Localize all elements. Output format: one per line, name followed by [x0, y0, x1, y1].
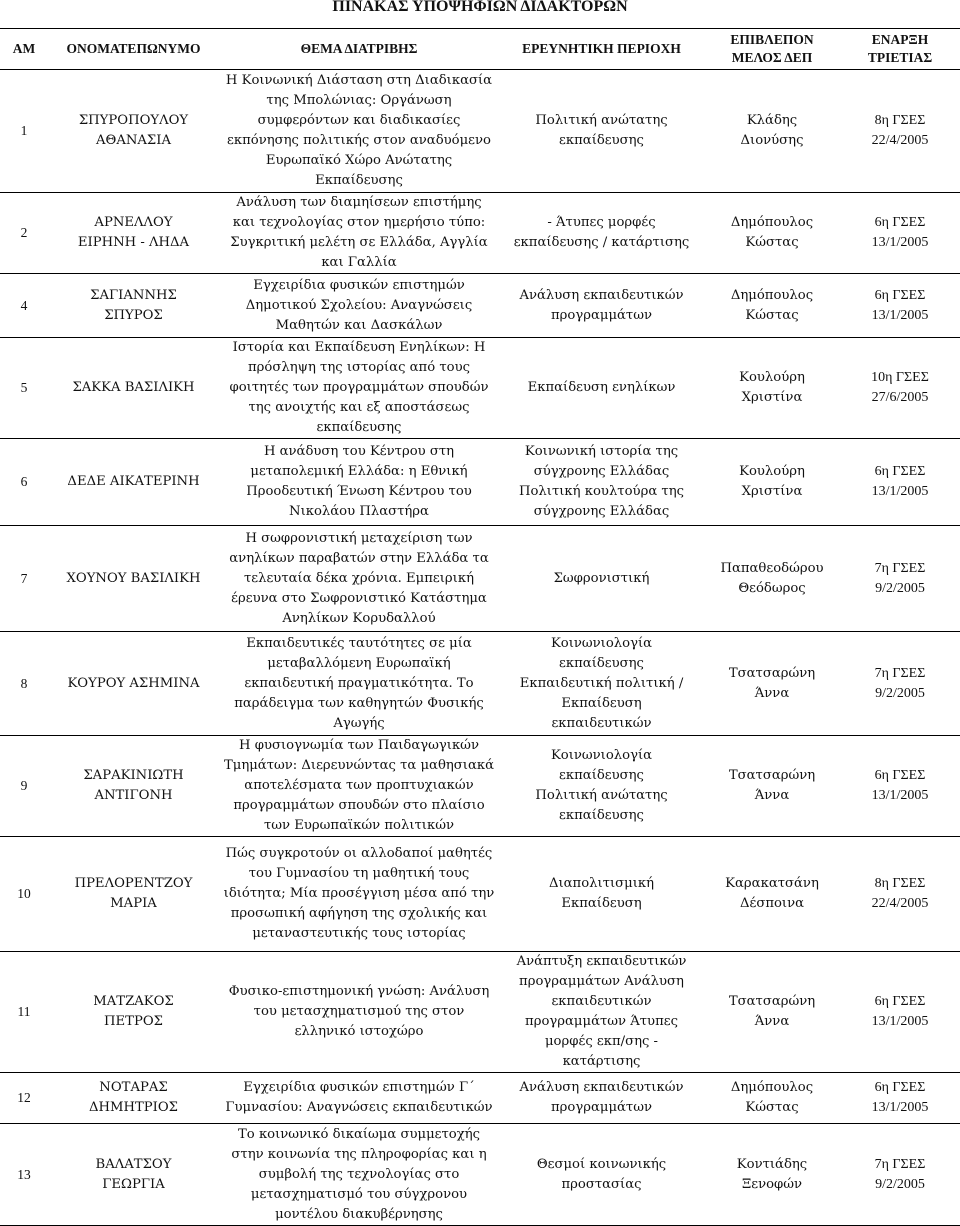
cell-topic-line: φοιτητές των προγραμμάτων σπουδών [229, 380, 489, 395]
cell-am: 6 [0, 439, 48, 526]
cell-topic-line: Η φυσιογνωμία των Παιδαγωγικών [239, 738, 479, 753]
cell-start-line: 6η ΓΣΕΣ [874, 768, 926, 783]
cell-start [840, 338, 960, 439]
cell-start [840, 632, 960, 736]
cell-topic-line: Η Κοινωνική Διάσταση στη Διαδικασία [225, 73, 493, 88]
cell-supervisor-line: Κουλούρη [739, 464, 805, 479]
cell-supervisor-line: Δέσποινα [739, 896, 805, 911]
cell-supervisor-line: Χριστίνα [741, 484, 803, 499]
cell-topic-line: παράδειγμα των καθηγητών Φυσικής [234, 695, 484, 711]
cell-name-line: ΔΕΔΕ ΑΙΚΑΤΕΡΙΝΗ [67, 474, 200, 489]
cell-topic-line: εκπαιδευτική πραγματικότητα. Το [244, 675, 474, 691]
cell-supervisor [704, 736, 840, 837]
header-start-line: ΤΡΙΕΤΙΑΣ [867, 50, 933, 65]
cell-area-line: εκπαιδευτικών [551, 715, 652, 731]
header-supervisor-line: ΕΠΙΒΛΕΠΟΝ [730, 32, 814, 47]
cell-topic-line: Η ανάδυση του Κέντρου στη [263, 444, 455, 459]
cell-topic-line: των Ευρωπαϊκών πολιτικών [264, 818, 454, 833]
cell-supervisor [704, 274, 840, 338]
cell-supervisor-line: Άννα [754, 1014, 790, 1029]
cell-topic-line: προγραμμάτων σπουδών στο πλαίσιο [233, 798, 485, 813]
cell-start-line: 6η ΓΣΕΣ [874, 994, 926, 1009]
cell-name-line: ΓΕΩΡΓΙΑ [102, 1176, 165, 1192]
cell-supervisor-line: Κουλούρη [739, 370, 805, 385]
candidates-table [0, 28, 960, 1226]
cell-topic-line: Νικολάου Πλαστήρα [289, 504, 429, 519]
cell-area-line: Ανάλυση εκπαιδευτικών [519, 1080, 684, 1095]
cell-topic-line: Εκπαιδευτικές ταυτότητες σε μία [246, 635, 472, 651]
cell-area [499, 70, 704, 193]
cell-topic-line: μοντέλου διακυβέρνησης [275, 1206, 443, 1222]
cell-name-line: ΒΑΛΑΤΣΟΥ [95, 1156, 172, 1172]
cell-topic-line: Προοδευτική Ένωση Κέντρου του [246, 484, 472, 499]
cell-topic-line: αποτελέσματα των προπτυχιακών [244, 778, 474, 793]
table-row [0, 439, 960, 526]
cell-topic-line: Εγχειρίδια φυσικών επιστημών [253, 277, 465, 293]
cell-start [840, 837, 960, 952]
cell-topic-line: Μαθητών και Δασκάλων [275, 317, 443, 333]
cell-area [499, 193, 704, 274]
cell-supervisor-line: Θεόδωρος [738, 580, 806, 596]
cell-area-line: μορφές εκπ/σης - [544, 1034, 659, 1049]
cell-topic [219, 952, 499, 1073]
cell-area-line: Εκπαίδευση ενηλίκων [527, 380, 676, 395]
cell-area [499, 952, 704, 1073]
table-row [0, 274, 960, 338]
cell-topic [219, 736, 499, 837]
cell-am: 1 [0, 70, 48, 193]
table-row [0, 837, 960, 952]
cell-name-line: ΑΘΑΝΑΣΙΑ [96, 133, 171, 148]
cell-supervisor [704, 526, 840, 632]
cell-name-line: ΔΗΜΗΤΡΙΟΣ [88, 1100, 179, 1115]
cell-am: 2 [0, 193, 48, 274]
cell-name-line: ΣΑΚΚΑ ΒΑΣΙΛΙΚΗ [72, 380, 195, 395]
cell-topic-line: ανηλίκων παραβατών στην Ελλάδα τα [229, 550, 489, 566]
cell-start-line: 6η ΓΣΕΣ [874, 1080, 926, 1095]
cell-area-line: - Άτυπες μορφές [547, 215, 656, 230]
cell-topic-line: Ανάλυση των διαμηίσεων επιστήμης [236, 195, 482, 210]
cell-supervisor-line: Δημόπουλος [730, 1080, 814, 1095]
cell-supervisor [704, 439, 840, 526]
cell-area-line: προγραμμάτων Ανάλυση [519, 974, 684, 989]
cell-topic-line: τελευταία δέκα χρόνια. Εμπειρική [243, 570, 474, 586]
cell-supervisor-line: Παπαθεοδώρου [720, 560, 824, 576]
cell-supervisor-line: Κώστας [745, 307, 799, 323]
cell-supervisor [704, 1073, 840, 1124]
cell-name-line: ΚΟΥΡΟΥ ΑΣΗΜΙΝΑ [67, 675, 200, 691]
cell-start [840, 274, 960, 338]
cell-area-line: Διαπολιτισμική [548, 876, 655, 891]
cell-supervisor-line: Τσατσαρώνη [728, 768, 816, 783]
cell-start-line: 13/1/2005 [871, 1100, 929, 1115]
cell-name-line: ΜΑΤΖΑΚΟΣ [93, 994, 174, 1009]
cell-area-line: Εκπαίδευση [561, 695, 642, 711]
cell-supervisor [704, 837, 840, 952]
cell-start-line: 13/1/2005 [871, 1014, 929, 1029]
cell-area [499, 526, 704, 632]
cell-topic-line: Τμημάτων: Διερευνώντας τα μαθησιακά [223, 758, 495, 773]
cell-topic-line: της Μπολώνιας: Οργάνωση [266, 93, 452, 108]
cell-area-line: προγραμμάτων [550, 307, 652, 323]
cell-area-line: σύγχρονης Ελλάδας [533, 464, 670, 479]
header-start [840, 29, 960, 70]
cell-am: 5 [0, 338, 48, 439]
cell-start-line: 7η ΓΣΕΣ [874, 1156, 926, 1172]
cell-topic [219, 1073, 499, 1124]
cell-am: 10 [0, 837, 48, 952]
cell-area-line: σύγχρονης Ελλάδας [533, 504, 670, 519]
cell-area [499, 1124, 704, 1226]
cell-area [499, 1073, 704, 1124]
cell-name [48, 338, 219, 439]
cell-topic-line: ιδιότητα; Μία προσέγγιση μέσα από την [223, 886, 495, 901]
cell-start-line: 22/4/2005 [871, 133, 929, 148]
cell-supervisor-line: Χριστίνα [741, 390, 803, 405]
cell-supervisor-line: Κώστας [745, 235, 799, 250]
cell-topic [219, 70, 499, 193]
header-name: ΟΝΟΜΑΤΕΠΩΝΥΜΟ [48, 29, 219, 70]
cell-start-line: 13/1/2005 [871, 788, 929, 803]
header-supervisor [704, 29, 840, 70]
cell-topic-line: του μετασχηματισμού της στον [253, 1004, 465, 1019]
cell-area-line: Ανάπτυξη εκπαιδευτικών [516, 954, 687, 969]
cell-area-line: Εκπαίδευση [561, 896, 642, 911]
cell-start [840, 1124, 960, 1226]
cell-area [499, 439, 704, 526]
table-row [0, 632, 960, 736]
cell-start [840, 952, 960, 1073]
cell-area-line: εκπαίδευσης [559, 768, 644, 783]
cell-supervisor-line: Διονύσης [740, 133, 804, 148]
cell-area [499, 274, 704, 338]
cell-name [48, 952, 219, 1073]
cell-start-line: 7η ΓΣΕΣ [874, 665, 926, 681]
cell-name-line: ΠΕΤΡΟΣ [104, 1014, 163, 1029]
cell-start-line: 22/4/2005 [871, 896, 929, 911]
cell-topic-line: έρευνα στο Σωφρονιστικό Κατάστημα [231, 590, 487, 606]
cell-supervisor-line: Δημόπουλος [730, 287, 814, 303]
cell-topic-line: Συγκριτική μελέτη σε Ελλάδα, Αγγλία [230, 235, 488, 250]
cell-supervisor-line: Άννα [754, 685, 790, 701]
cell-supervisor-line: Δημόπουλος [730, 215, 814, 230]
cell-topic-line: Πώς συγκροτούν οι αλλοδαποί μαθητές [225, 846, 493, 861]
cell-topic-line: και τεχνολογίας στον ημερήσιο τύπο: [232, 215, 486, 230]
cell-topic-line: Φυσικο-επιστημονική γνώση: Ανάλυση [228, 984, 490, 999]
cell-name [48, 1073, 219, 1124]
cell-name [48, 837, 219, 952]
cell-start-line: 13/1/2005 [871, 235, 929, 250]
cell-topic-line: μετασχηματισμό του σύγχρονου [250, 1186, 468, 1202]
cell-name [48, 193, 219, 274]
cell-topic [219, 439, 499, 526]
table-row [0, 1073, 960, 1124]
cell-supervisor [704, 70, 840, 193]
cell-supervisor [704, 193, 840, 274]
cell-topic-line: της ανοιχτής και εξ αποστάσεως [248, 400, 470, 415]
cell-supervisor-line: Καρακατσάνη [725, 876, 819, 891]
cell-supervisor [704, 952, 840, 1073]
cell-name-line: ΧΟΥΝΟΥ ΒΑΣΙΛΙΚΗ [66, 570, 201, 586]
cell-start-line: 8η ΓΣΕΣ [874, 113, 926, 128]
header-row [0, 29, 960, 70]
cell-topic-line: και Γαλλία [321, 255, 397, 270]
cell-name [48, 526, 219, 632]
cell-start-line: 6η ΓΣΕΣ [874, 464, 926, 479]
cell-start [840, 736, 960, 837]
cell-name-line: ΑΡΝΕΛΛΟΥ [94, 215, 173, 230]
cell-area-line: Κοινωνική ιστορία της [524, 444, 679, 459]
cell-name-line: ΕΙΡΗΝΗ - ΛΗΔΑ [77, 235, 190, 250]
header-topic: ΘΕΜΑ ΔΙΑΤΡΙΒΗΣ [219, 29, 499, 70]
cell-area-line: κατάρτισης [562, 1054, 641, 1069]
cell-supervisor [704, 632, 840, 736]
cell-supervisor [704, 338, 840, 439]
table-row [0, 526, 960, 632]
cell-start [840, 439, 960, 526]
cell-start-line: 6η ΓΣΕΣ [874, 287, 926, 303]
cell-start [840, 1073, 960, 1124]
cell-topic [219, 338, 499, 439]
cell-topic-line: στην κοινωνία της πληροφορίας και η [231, 1146, 487, 1162]
cell-name-line: ΣΠΥΡΟΠΟΥΛΟΥ [78, 113, 189, 128]
cell-topic-line: συμβολή της τεχνολογίας στο [258, 1166, 460, 1182]
cell-topic [219, 632, 499, 736]
cell-name-line: ΣΑΓΙΑΝΝΗΣ [90, 287, 177, 303]
cell-supervisor [704, 1124, 840, 1226]
cell-topic [219, 274, 499, 338]
cell-supervisor-line: Τσατσαρώνη [728, 994, 816, 1009]
cell-topic [219, 837, 499, 952]
cell-start-line: 6η ΓΣΕΣ [874, 215, 926, 230]
cell-topic-line: εκπαίδευσης [316, 420, 402, 435]
cell-topic-line: Εκπαίδευσης [315, 173, 403, 188]
cell-topic-line: μεταναστευτικής τους ιστορίας [252, 926, 466, 941]
table-row [0, 736, 960, 837]
cell-start-line: 13/1/2005 [871, 484, 929, 499]
cell-area-line: εκπαίδευσης [559, 655, 644, 671]
cell-topic-line: Εγχειρίδια φυσικών επιστημών Γ΄ [243, 1080, 475, 1095]
cell-am: 4 [0, 274, 48, 338]
cell-topic [219, 193, 499, 274]
cell-name-line: ΠΡΕΛΟΡΕΝΤΖΟΥ [74, 876, 193, 891]
header-area: ΕΡΕΥΝΗΤΙΚΗ ΠΕΡΙΟΧΗ [499, 29, 704, 70]
cell-start-line: 9/2/2005 [875, 580, 925, 596]
cell-supervisor-line: Κοντιάδης [736, 1156, 808, 1172]
cell-area-line: Πολιτική κουλτούρα της [518, 484, 684, 499]
cell-start [840, 526, 960, 632]
cell-topic-line: Ανηλίκων Κορυδαλλού [282, 610, 436, 626]
cell-topic-line: πρόσληψη της ιστορίας από τους [248, 360, 470, 375]
cell-start [840, 193, 960, 274]
table-row [0, 70, 960, 193]
cell-start-line: 13/1/2005 [871, 307, 929, 323]
cell-topic-line: Το κοινωνικό δικαίωμα συμμετοχής [238, 1126, 480, 1142]
page-title: ΠΙΝΑΚΑΣ ΥΠΟΨΗΦΙΩΝ ΔΙΔΑΚΤΟΡΩΝ [332, 0, 628, 15]
cell-area-line: Ανάλυση εκπαιδευτικών [519, 287, 684, 303]
table-row [0, 193, 960, 274]
cell-name [48, 736, 219, 837]
cell-am: 13 [0, 1124, 48, 1226]
cell-area-line: Πολιτική ανώτατης [535, 788, 668, 803]
cell-start-line: 10η ΓΣΕΣ [871, 370, 929, 385]
cell-start [840, 70, 960, 193]
cell-am: 12 [0, 1073, 48, 1124]
cell-area-line: εκπαίδευσης / κατάρτισης [513, 235, 690, 250]
table-row [0, 338, 960, 439]
cell-topic-line: του Γυμνασίου τη μαθητική τους [248, 866, 470, 881]
cell-am: 7 [0, 526, 48, 632]
cell-start-line: 7η ΓΣΕΣ [874, 560, 926, 576]
header-am: ΑΜ [0, 29, 48, 70]
cell-am: 11 [0, 952, 48, 1073]
cell-topic-line: προσωπική αφήγηση της σχολικής και [230, 906, 488, 921]
cell-topic-line: ελληνικό ιστοχώρο [294, 1024, 424, 1039]
cell-area [499, 736, 704, 837]
cell-area-line: προγραμμάτων [550, 1100, 652, 1115]
table-body [0, 70, 960, 1226]
cell-start-line: 8η ΓΣΕΣ [874, 876, 926, 891]
cell-area [499, 837, 704, 952]
cell-area-line: Σωφρονιστική [553, 570, 650, 586]
cell-name-line: ΣΑΡΑΚΙΝΙΩΤΗ [83, 768, 184, 783]
cell-supervisor-line: Άννα [754, 788, 790, 803]
cell-topic-line: Γυμνασίου: Αναγνώσεις εκπαιδευτικών [225, 1100, 493, 1115]
header-start-line: ΕΝΑΡΞΗ [871, 32, 929, 47]
cell-area-line: εκπαίδευσης [559, 133, 644, 148]
cell-start-line: 9/2/2005 [875, 685, 925, 701]
cell-area-line: Θεσμοί κοινωνικής [536, 1156, 667, 1172]
cell-name-line: ΣΠΥΡΟΣ [104, 307, 163, 323]
cell-area-line: Εκπαιδευτική πολιτική / [519, 675, 684, 691]
cell-am: 8 [0, 632, 48, 736]
cell-area-line: προστασίας [561, 1176, 642, 1192]
cell-topic-line: μεταβαλλόμενη Ευρωπαϊκή [267, 655, 451, 671]
cell-topic-line: Ευρωπαϊκό Χώρο Ανώτατης [265, 153, 453, 168]
cell-name [48, 274, 219, 338]
cell-name [48, 632, 219, 736]
cell-area-line: εκπαιδευτικών [551, 994, 652, 1009]
cell-topic-line: Αγωγής [333, 715, 385, 731]
cell-name-line: ΝΟΤΑΡΑΣ [99, 1080, 168, 1095]
cell-am: 9 [0, 736, 48, 837]
cell-name [48, 1124, 219, 1226]
cell-topic [219, 1124, 499, 1226]
cell-topic-line: Η σωφρονιστική μεταχείριση των [245, 530, 473, 546]
cell-topic [219, 526, 499, 632]
cell-area-line: προγραμμάτων Άτυπες [525, 1014, 678, 1029]
cell-topic-line: μεταπολεμική Ελλάδα: η Εθνική [250, 464, 468, 479]
cell-topic-line: εκπόνησης πολιτικής στον αναδυόμενο [227, 133, 491, 148]
cell-area-line: Κοινωνιολογία [550, 635, 653, 651]
cell-area [499, 632, 704, 736]
cell-topic-line: συμφερόντων και διαδικασίες [257, 113, 461, 128]
cell-name [48, 439, 219, 526]
table-row [0, 1124, 960, 1226]
cell-supervisor-line: Ξενοφών [741, 1176, 803, 1192]
cell-name-line: ΑΝΤΙΓΟΝΗ [94, 788, 173, 803]
header-supervisor-line: ΜΕΛΟΣ ΔΕΠ [731, 50, 813, 65]
cell-start-line: 9/2/2005 [875, 1176, 925, 1192]
cell-topic-line: Ιστορία και Εκπαίδευση Ενηλίκων: Η [232, 340, 486, 355]
cell-area [499, 338, 704, 439]
cell-area-line: Κοινωνιολογία [550, 748, 653, 763]
cell-start-line: 27/6/2005 [871, 390, 929, 405]
cell-supervisor-line: Κώστας [745, 1100, 799, 1115]
cell-name-line: ΜΑΡΙΑ [110, 896, 157, 911]
cell-supervisor-line: Κλάδης [746, 113, 798, 128]
cell-name [48, 70, 219, 193]
cell-supervisor-line: Τσατσαρώνη [728, 665, 816, 681]
cell-area-line: εκπαίδευσης [559, 808, 644, 823]
cell-area-line: Πολιτική ανώτατης [535, 113, 668, 128]
table-row [0, 952, 960, 1073]
cell-topic-line: Δημοτικού Σχολείου: Αναγνώσεις [245, 297, 473, 313]
